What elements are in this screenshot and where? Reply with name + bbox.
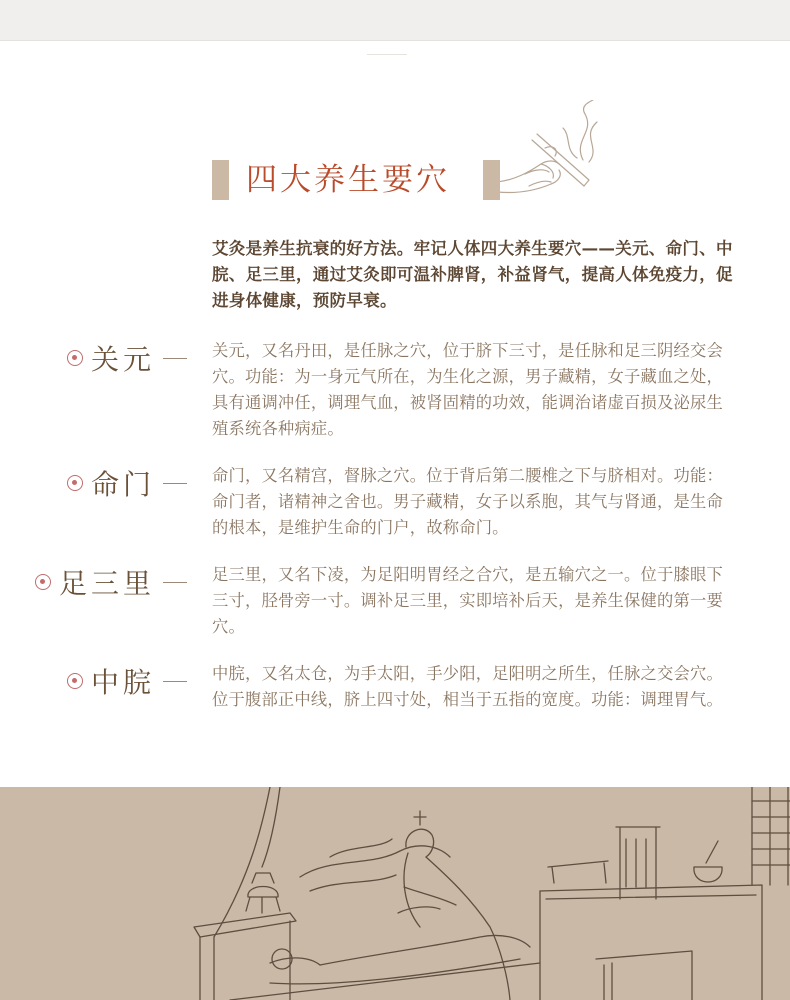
acupoint-description: 关元，又名丹田，是任脉之穴，位于脐下三寸，是任脉和足三阴经交会穴。功能：为一身元气所在，为生化之源，男子藏精，女子藏血之处，具有通调冲任，调理气血，被肾固精的功效，能调治诸虚百损及泌尿生殖系统各种病症。 [212,341,723,438]
divider [367,54,407,55]
moxa-hand-illustration [485,100,635,210]
bullet-circle-icon [67,673,83,689]
acupoint-description: 命门，又名精宫，督脉之穴。位于背后第二腰椎之下与脐相对。功能：命门者，诸精神之舍也。男子藏精，女子以系胞，其气与肾通，是生命的根本，是维护生命的门户，故称命门。 [212,466,723,537]
moxibustion-scene-illustration [0,787,790,1000]
label-dash [163,582,187,583]
acupoint-name: 命门 [90,468,155,501]
acupoint-label [67,463,187,503]
acupoint-name: 足三里 [58,567,155,600]
section-title: 四大养生要穴 [246,162,450,198]
acupoint-label [67,661,187,701]
label-dash [163,681,187,682]
label-dash [163,483,187,484]
title-bar-right [483,160,500,200]
acupoint-label [67,338,187,378]
intro-paragraph: 艾灸是养生抗衰的好方法。牢记人体四大养生要穴——关元、命门、中脘、足三里，通过艾灸即可温补脾肾，补益肾气，提高人体免疫力，促进身体健康，预防早衰。 [212,239,733,310]
title-bar-left [212,160,229,200]
acupoint-name: 关元 [90,343,155,376]
bullet-circle-icon [67,350,83,366]
bullet-circle-icon [67,475,83,491]
top-bar [0,0,790,41]
acupoint-label [35,562,187,602]
acupoint-description: 足三里，又名下凌，为足阳明胃经之合穴，是五输穴之一。位于膝眼下三寸，胫骨旁一寸。调补足三里，实即培补后天，是养生保健的第一要穴。 [212,565,723,636]
bullet-circle-icon [35,574,51,590]
acupoint-description: 中脘，又名太仓，为手太阳，手少阳，足阳明之所生，任脉之交会穴。位于腹部正中线，脐上四寸处，相当于五指的宽度。功能：调理胃气。 [212,664,723,709]
label-dash [163,358,187,359]
acupoint-name: 中脘 [90,666,155,699]
